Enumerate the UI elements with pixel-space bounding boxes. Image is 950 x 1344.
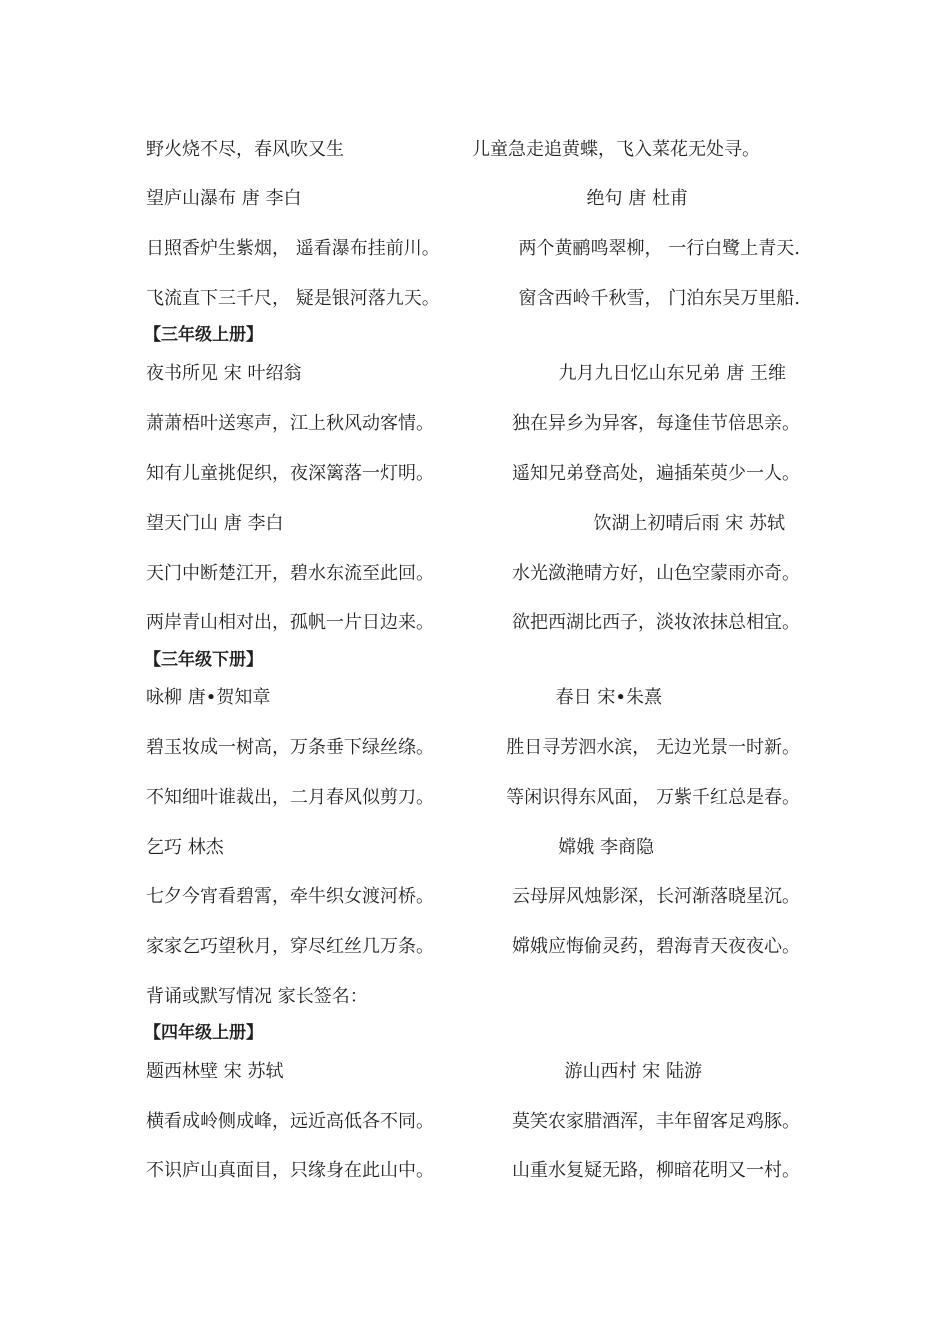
section-heading-text: 【三年级下册】: [144, 650, 263, 670]
line-left: 不知细叶谁裁出，二月春风似剪刀。: [146, 787, 434, 808]
poem-title-line: [146, 1059, 800, 1085]
poem-title-line: [146, 511, 800, 537]
line-left: 野火烧不尽，春风吹又生: [146, 139, 344, 160]
text-line: [146, 286, 800, 312]
text-line: [146, 411, 800, 437]
poem-title-left: 乞巧 林杰: [146, 837, 224, 858]
line-right: 云母屏风烛影深，长河渐落晓星沉。: [512, 886, 800, 907]
line-left: 碧玉妆成一树高，万条垂下绿丝绦。: [146, 737, 434, 758]
line-left: 家家乞巧望秋月，穿尽红丝几万条。: [146, 936, 434, 957]
line-left: 日照香炉生紫烟， 遥看瀑布挂前川。: [146, 238, 440, 259]
line-right: 窗含西岭千秋雪， 门泊东吴万里船.: [518, 288, 800, 309]
text-line: [146, 1158, 800, 1184]
poem-title-right: 绝句 唐 杜甫: [586, 188, 688, 209]
line-right: 莫笑农家腊酒浑，丰年留客足鸡豚。: [512, 1111, 800, 1132]
line-right: 儿童急走追黄蝶，飞入菜花无处寻。: [472, 139, 760, 160]
line-left: 两岸青山相对出，孤帆一片日边来。: [146, 612, 434, 633]
text-line: [146, 137, 800, 163]
poem-title-right: 饮湖上初晴后雨 宋 苏轼: [593, 513, 785, 534]
line-right: 胜日寻芳泗水滨， 无边光景一时新。: [506, 737, 800, 758]
line-right: 水光潋滟晴方好，山色空蒙雨亦奇。: [512, 563, 800, 584]
poem-title-line: [146, 685, 800, 711]
text-line: [146, 934, 800, 960]
line-right: 欲把西湖比西子，淡妆浓抹总相宜。: [512, 612, 800, 633]
section-heading-text: 【四年级上册】: [144, 1023, 263, 1043]
text-line: [146, 735, 800, 761]
line-left: 七夕今宵看碧霄，牵牛织女渡河桥。: [146, 886, 434, 907]
text-line: [146, 1109, 800, 1135]
poem-title-left: 望庐山瀑布 唐 李白: [146, 188, 302, 209]
line-left: 横看成岭侧成峰，远近高低各不同。: [146, 1111, 434, 1132]
poem-title-right: 游山西村 宋 陆游: [564, 1061, 702, 1082]
text-line: [146, 461, 800, 487]
line-left: 知有儿童挑促织，夜深篱落一灯明。: [146, 463, 434, 484]
line-right: 嫦娥应悔偷灵药，碧海青天夜夜心。: [512, 936, 800, 957]
line-left: 天门中断楚江开，碧水东流至此回。: [146, 563, 434, 584]
line-left: 不识庐山真面目，只缘身在此山中。: [146, 1160, 434, 1181]
line-right: 遥知兄弟登高处，遍插茱萸少一人。: [512, 463, 800, 484]
poem-title-line: [146, 186, 800, 212]
poem-title-left: 夜书所见 宋 叶绍翁: [146, 363, 302, 384]
section-heading: [146, 322, 800, 348]
text-line: [146, 884, 800, 910]
text-line: [146, 785, 800, 811]
poem-title-left: 咏柳 唐•贺知章: [146, 687, 271, 708]
poem-title-right: 春日 宋•朱熹: [555, 687, 662, 708]
section-heading: [146, 1020, 800, 1046]
recitation-signature-label: 背诵或默写情况 家长签名：: [146, 986, 368, 1007]
line-right: 等闲识得东风面， 万紫千红总是春。: [506, 787, 800, 808]
poem-title-line: [146, 835, 800, 861]
section-heading-text: 【三年级上册】: [144, 325, 263, 345]
poem-title-left: 望天门山 唐 李白: [146, 513, 284, 534]
section-heading: [146, 647, 800, 673]
text-line: [146, 561, 800, 587]
line-right: 独在异乡为异客，每逢佳节倍思亲。: [512, 413, 800, 434]
line-left: 萧萧梧叶送寒声，江上秋风动客情。: [146, 413, 434, 434]
poem-title-right: 嫦娥 李商隐: [558, 837, 654, 858]
poem-title-left: 题西林壁 宋 苏轼: [146, 1061, 284, 1082]
poem-title-right: 九月九日忆山东兄弟 唐 王维: [558, 363, 786, 384]
text-line: [146, 236, 800, 262]
line-right: 两个黄鹂鸣翠柳， 一行白鹭上青天.: [518, 238, 800, 259]
line-left: 飞流直下三千尺， 疑是银河落九天。: [146, 288, 440, 309]
poem-title-line: [146, 361, 800, 387]
text-line: [146, 610, 800, 636]
signature-line: [146, 984, 800, 1010]
line-right: 山重水复疑无路，柳暗花明又一村。: [512, 1160, 800, 1181]
